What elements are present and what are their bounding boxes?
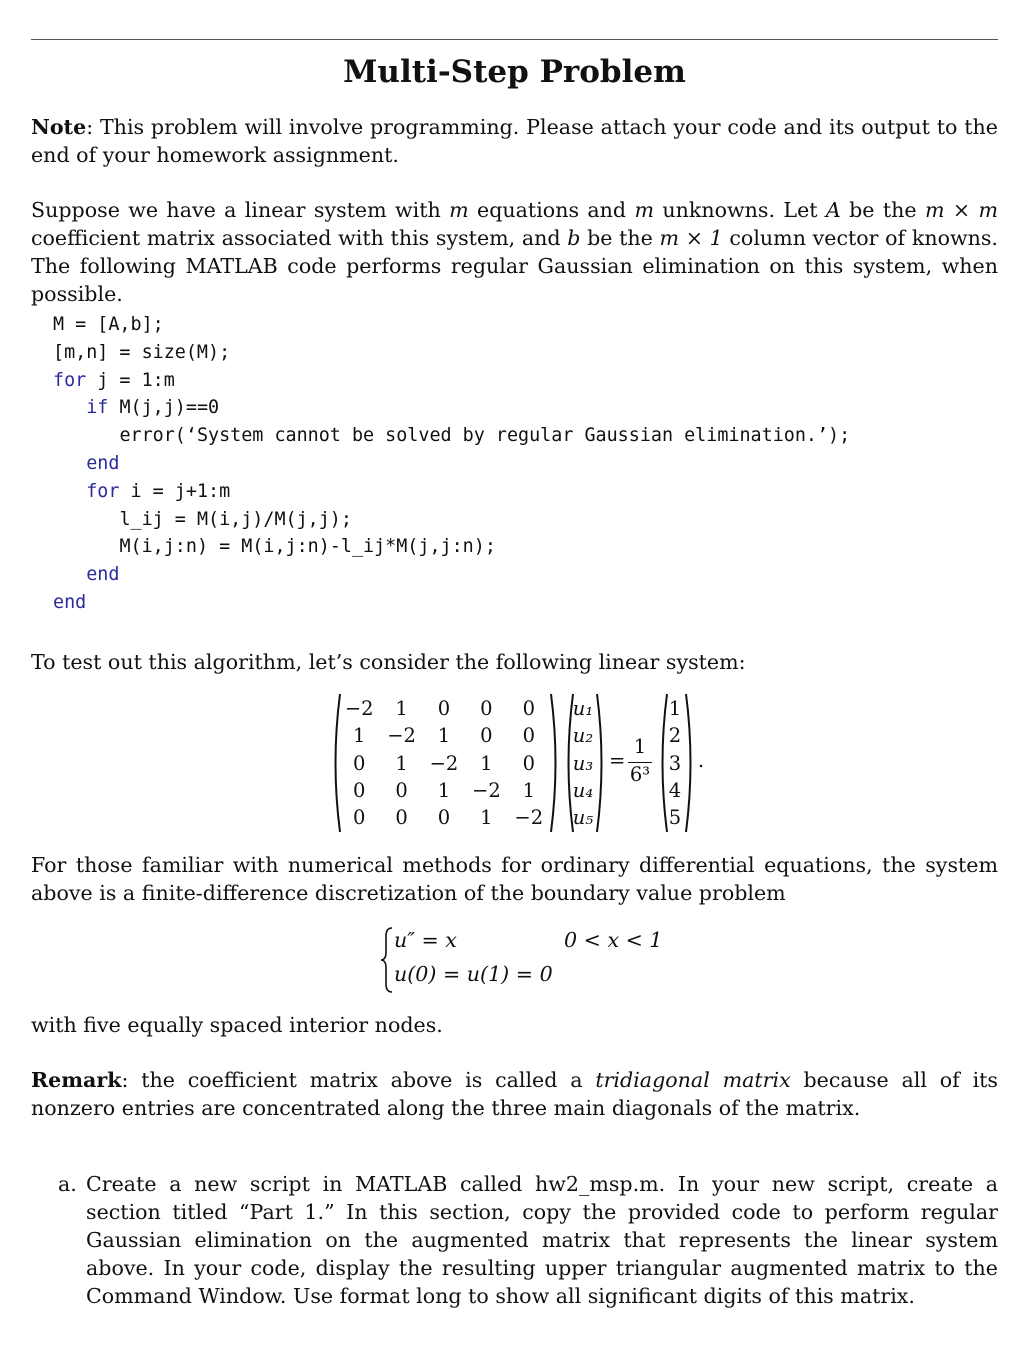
right-paren-icon bbox=[684, 692, 696, 834]
var-A: A bbox=[825, 198, 841, 222]
matrix-entry: 0 bbox=[437, 806, 451, 830]
matrix-entry: 1 bbox=[395, 751, 408, 775]
remark-text-2: because all of its nonzero entries are concentrated along the three main diagonals of the matrix. bbox=[31, 1068, 998, 1120]
code-line-5: error(‘System cannot be solved by regular Gaussian elimination.’); bbox=[119, 425, 851, 447]
var-m: m bbox=[449, 198, 469, 222]
right-paren-icon bbox=[595, 692, 607, 834]
matrix-entry: u₅ bbox=[572, 806, 594, 830]
code-keyword-for: for bbox=[53, 369, 87, 391]
boundary-value-problem bbox=[380, 926, 680, 994]
part-a-label: a. bbox=[58, 1172, 77, 1196]
left-brace-icon bbox=[380, 926, 394, 994]
matrix-entry: u₁ bbox=[572, 697, 594, 721]
code-line-8: l_ij = M(i,j)/M(j,j); bbox=[119, 508, 352, 530]
matrix-entry: 1 bbox=[522, 779, 535, 803]
remark-paragraph bbox=[31, 1066, 998, 1122]
matrix-entry: 0 bbox=[522, 697, 535, 721]
code-keyword-end: end bbox=[53, 591, 87, 613]
bvp-equation-2: u(0) = u(1) = 0 bbox=[394, 962, 553, 986]
equals-sign: = bbox=[609, 749, 626, 772]
nodes-paragraph: with five equally spaced interior nodes. bbox=[31, 1013, 443, 1037]
matrix-entry: 0 bbox=[352, 806, 366, 830]
coefficient-matrix bbox=[338, 695, 550, 831]
dim-m-by-1: m × 1 bbox=[659, 226, 723, 250]
matrix-entry: 0 bbox=[480, 697, 493, 721]
top-rule bbox=[31, 39, 998, 40]
note-paragraph bbox=[31, 113, 998, 169]
matrix-entry: 1 bbox=[437, 724, 451, 748]
intro-text-6: be the bbox=[580, 226, 660, 250]
matlab-code-block bbox=[53, 311, 850, 617]
matrix-entry: 0 bbox=[395, 779, 408, 803]
fraction-denominator: 6³ bbox=[629, 763, 651, 786]
matrix-entry: 0 bbox=[522, 751, 535, 775]
matrix-entry: 5 bbox=[668, 806, 682, 830]
remark-term: tridiagonal matrix bbox=[595, 1068, 791, 1092]
fraction-numerator: 1 bbox=[633, 735, 647, 758]
intro-text-5: coefficient matrix associated with this system, and bbox=[31, 226, 568, 250]
code-line-2: [m,n] = size(M); bbox=[53, 341, 231, 363]
code-line-4: M(j,j)==0 bbox=[108, 397, 220, 419]
fd-paragraph: For those familiar with numerical methods for ordinary differential equations, the system above is a finite-difference discretization of the boundary value problem bbox=[31, 853, 998, 905]
code-line-9: M(i,j:n) = M(i,j:n)-l_ij*M(j,j:n); bbox=[119, 536, 496, 558]
intro-text-7: column vector of knowns. The following MATLAB code performs regular Gaussian elimination on this system, when possible. bbox=[31, 226, 998, 306]
matrix-entry: −2 bbox=[514, 806, 544, 830]
bvp-domain: 0 < x < 1 bbox=[564, 928, 663, 952]
matrix-entry: 0 bbox=[352, 779, 366, 803]
code-keyword-for: for bbox=[86, 480, 120, 502]
unknown-vector bbox=[570, 695, 596, 831]
intro-text-4: be the bbox=[840, 198, 925, 222]
remark-text-1: : the coefficient matrix above is called a bbox=[121, 1068, 596, 1092]
matrix-entry: u₄ bbox=[572, 779, 594, 803]
remark-label: Remark bbox=[31, 1068, 122, 1092]
matrix-entry: −2 bbox=[344, 697, 374, 721]
code-line-7: i = j+1:m bbox=[119, 480, 231, 502]
matrix-entry: −2 bbox=[429, 751, 459, 775]
note-text: : This problem will involve programming. Please attach your code and its output to the end of your homework assignment. bbox=[31, 115, 998, 167]
matrix-entry: 0 bbox=[480, 724, 493, 748]
code-line-3: j = 1:m bbox=[86, 369, 175, 391]
matrix-entry: u₃ bbox=[572, 751, 594, 775]
matrix-entry: 4 bbox=[668, 779, 682, 803]
matrix-entry: 1 bbox=[437, 779, 451, 803]
code-keyword-end: end bbox=[86, 452, 120, 474]
matrix-entry: 2 bbox=[668, 724, 682, 748]
page-title: Multi-Step Problem bbox=[343, 54, 686, 90]
period: . bbox=[697, 749, 705, 772]
intro-text-2: equations and bbox=[468, 198, 635, 222]
var-b: b bbox=[567, 226, 581, 250]
dim-m-by-m: m × m bbox=[924, 198, 998, 222]
intro-paragraph bbox=[31, 196, 998, 308]
matrix-entry: 0 bbox=[395, 806, 408, 830]
matrix-entry: 1 bbox=[352, 724, 366, 748]
var-m: m bbox=[634, 198, 654, 222]
matrix-entry: 1 bbox=[480, 806, 493, 830]
matrix-entry: 3 bbox=[668, 751, 682, 775]
matrix-entry: −2 bbox=[387, 724, 416, 748]
matrix-entry: 0 bbox=[437, 697, 451, 721]
note-label: Note bbox=[31, 115, 87, 139]
matrix-entry: 0 bbox=[352, 751, 366, 775]
matrix-entry: u₂ bbox=[572, 724, 594, 748]
intro-text-3: unknowns. Let bbox=[654, 198, 826, 222]
bvp-equation-1: u″ = x bbox=[394, 928, 457, 952]
matrix-entry: 1 bbox=[480, 751, 493, 775]
intro-text-1: Suppose we have a linear system with bbox=[31, 198, 450, 222]
matrix-entry: 1 bbox=[395, 697, 408, 721]
matrix-entry: 0 bbox=[522, 724, 535, 748]
test-intro: To test out this algorithm, let’s consider the following linear system: bbox=[31, 650, 746, 674]
matrix-entry: −2 bbox=[471, 779, 501, 803]
code-line-1: M = [A,b]; bbox=[53, 314, 164, 335]
code-keyword-if: if bbox=[86, 397, 109, 419]
part-a-text: Create a new script in MATLAB called hw2_msp.m. In your new script, create a section titled “Part 1.” In this section, copy the provided code to perform regular Gaussian elimination on the augmented matrix that represents the linear system above. In your code, display the resulting upper triangular augmented matrix to the Command Window. Use format long to show all significant digits of this matrix. bbox=[86, 1172, 998, 1308]
code-keyword-end: end bbox=[86, 564, 120, 586]
matrix-entry: 1 bbox=[668, 697, 682, 721]
right-paren-icon bbox=[549, 692, 561, 834]
